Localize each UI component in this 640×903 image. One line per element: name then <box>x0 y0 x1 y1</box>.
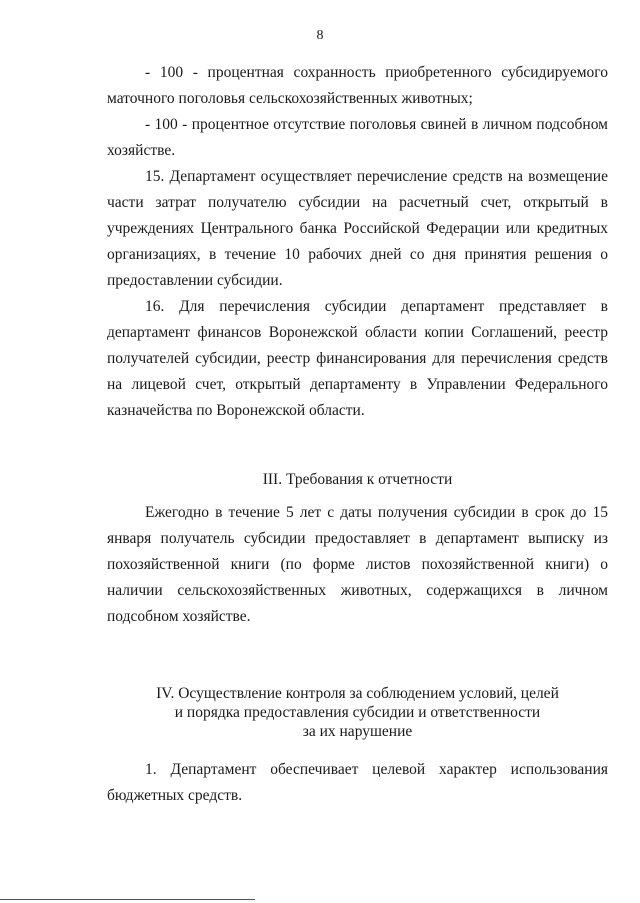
paragraph-4-1: 1. Департамент обеспечивает целевой характер использования бюджетных средств. <box>107 761 608 804</box>
section-3-heading: III. Требования к отчетности <box>262 471 453 488</box>
footnote-divider <box>0 899 255 900</box>
page-number: 8 <box>316 28 324 43</box>
section-3-body <box>107 500 608 630</box>
paragraph-sohrannost: - 100 - процентная сохранность приобретенного субсидируемого маточного поголовья сельскохозяйственных животных; <box>107 64 608 107</box>
top-paragraphs <box>107 60 608 424</box>
section-4-heading <box>107 684 608 741</box>
section-4-heading-line-2: и порядка предоставления субсидии и ответственности <box>174 704 541 721</box>
paragraph-otchetnost: Ежегодно в течение 5 лет с даты получения субсидии в срок до 15 января получатель субсидии предоставляет в департамент выписку из похозяйственной книги (по форме листов похозяйственной книги) о наличии сельскохозяйственных животных, содержащихся в личном подсобном хозяйстве. <box>107 504 608 625</box>
section-4-heading-line-1: IV. Осуществление контроля за соблюдением условий, целей <box>156 685 559 702</box>
paragraph-16: 16. Для перечисления субсидии департамент представляет в департамент финансов Воронежской области копии Соглашений, реестр получателей субсидии, реестр финансирования для перечисления средств на лицевой счет, открытый департаменту в Управлении Федерального казначейства по Воронежской области. <box>107 298 608 419</box>
section-4-body <box>107 757 608 809</box>
paragraph-15: 15. Департамент осуществляет перечисление средств на возмещение части затрат получателю субсидии на расчетный счет, открытый в учреждениях Центрального банка Российской Федерации или кредитных организациях, в течение 10 рабочих дней со дня принятия решения о предоставлении субсидии. <box>107 168 608 289</box>
section-4-heading-line-3: за их нарушение <box>302 723 413 740</box>
paragraph-otsutstvie-sviney: - 100 - процентное отсутствие поголовья свиней в личном подсобном хозяйстве. <box>107 116 608 159</box>
